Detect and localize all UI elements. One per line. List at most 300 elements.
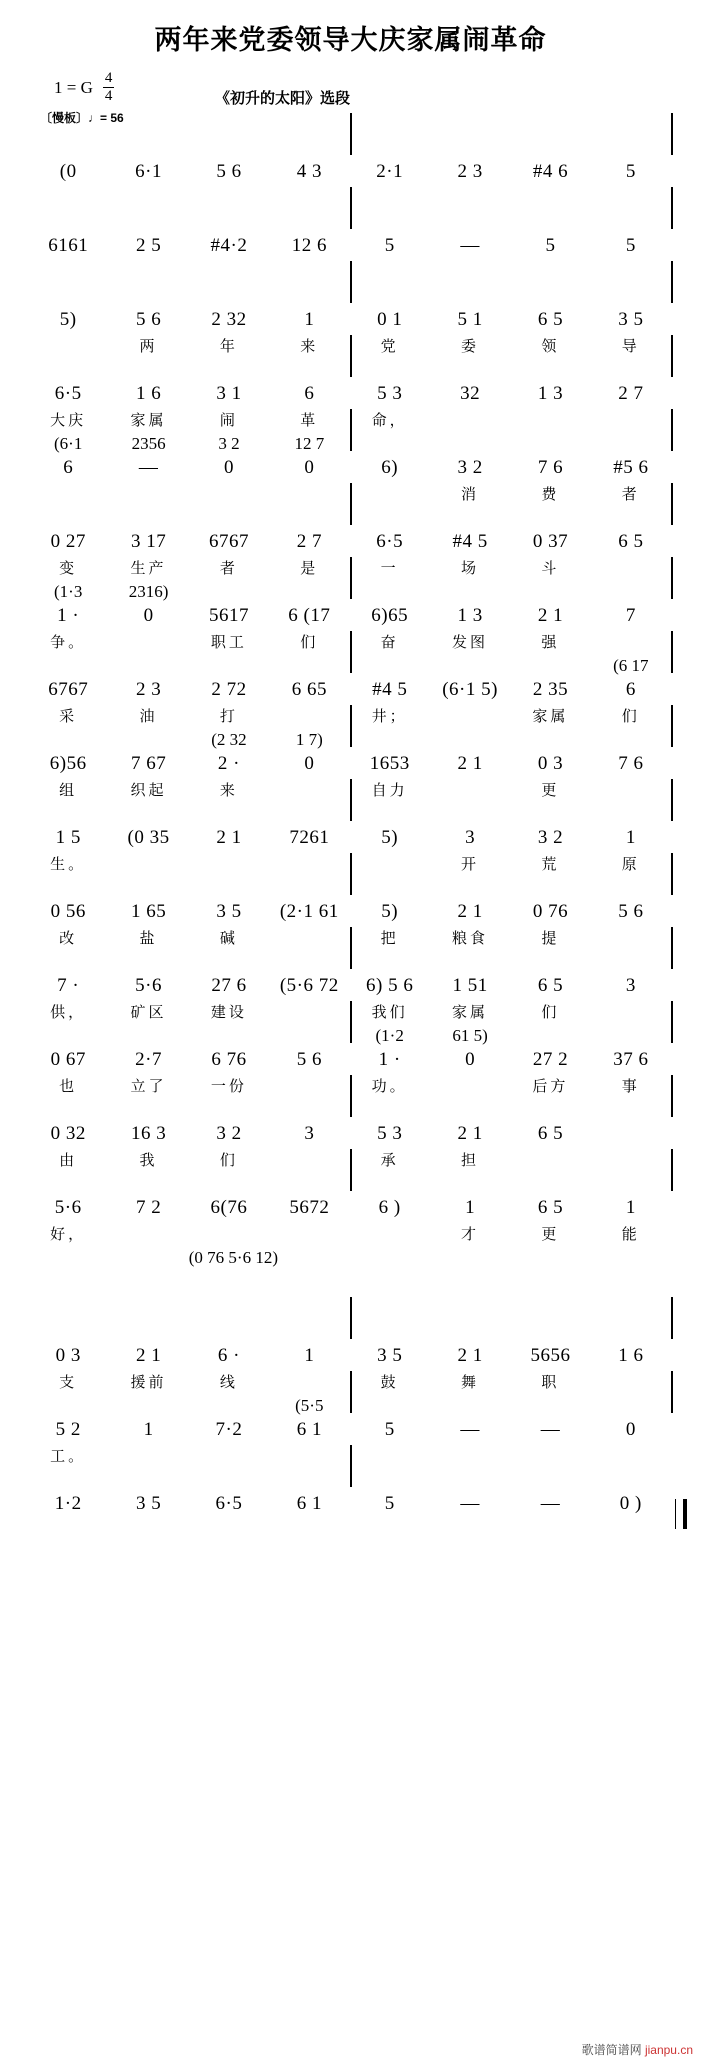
score-measure-cell <box>510 805 590 875</box>
ornament-notes <box>591 805 671 827</box>
score-measure-cell <box>108 1027 188 1097</box>
score-measure-cell <box>269 287 349 357</box>
score-measure-cell <box>108 509 188 579</box>
jianpu-notes: 0 76 <box>532 901 569 923</box>
jianpu-notes: 7261 <box>289 827 330 849</box>
score-measure-cell <box>350 1027 430 1097</box>
ornament-notes <box>591 1175 671 1197</box>
ornament-notes <box>108 805 188 827</box>
final-barline <box>675 1499 687 1529</box>
score-measure-cell <box>430 1101 510 1171</box>
score-measure-cell <box>28 805 108 875</box>
score-measure-cell <box>591 953 671 1023</box>
lyric-text <box>591 191 671 209</box>
score-measure-cell <box>28 731 108 801</box>
jianpu-notes: #4 6 <box>532 161 569 183</box>
lyric-text: 油 <box>139 708 158 725</box>
jianpu-notes: 6·5 <box>215 1493 243 1515</box>
jianpu-notes: 2 1 <box>135 1345 162 1367</box>
score-measure-cell <box>269 435 349 505</box>
ornament-notes <box>591 213 671 235</box>
jianpu-notes: #4 5 <box>452 531 488 553</box>
lyric-text <box>269 1375 349 1393</box>
lyric-text: 能 <box>621 1226 640 1243</box>
score-measure-cell <box>269 1175 349 1245</box>
ornament-notes <box>510 1101 590 1123</box>
lyric-text: 荒 <box>541 856 560 873</box>
jianpu-notes: 6 5 <box>618 531 644 553</box>
ornament-notes <box>350 731 430 753</box>
ornament-notes <box>430 953 510 975</box>
jianpu-notes: 1·2 <box>54 1493 82 1515</box>
score-measure-cell <box>591 435 671 505</box>
lyric-text: 粮食 <box>452 930 489 947</box>
key-signature <box>54 71 114 104</box>
lyric-text <box>269 783 349 801</box>
jianpu-notes: 5 6 <box>296 1049 322 1071</box>
lyric-text: 我们 <box>371 1004 408 1021</box>
lyric-text: 发图 <box>452 634 489 651</box>
score-measure-cell <box>28 657 108 727</box>
lyric-text: 盐 <box>139 930 158 947</box>
ornament-notes <box>28 139 108 161</box>
lyric-text <box>28 487 108 505</box>
score-measure-cell <box>350 583 430 653</box>
lyric-text <box>430 783 510 801</box>
lyric-text: 命， <box>371 412 408 429</box>
ornament-notes <box>510 213 590 235</box>
jianpu-notes: 5) <box>381 901 399 923</box>
lyric-text: 事 <box>621 1078 640 1095</box>
score-measure-cell <box>269 583 349 653</box>
lyric-text <box>269 1005 349 1023</box>
score-measure-cell <box>189 509 269 579</box>
ornament-notes <box>108 139 188 161</box>
ornament-notes <box>108 1249 188 1271</box>
jianpu-notes: 5 3 <box>377 1123 403 1145</box>
lyric-text: 由 <box>59 1152 78 1169</box>
score-measure-cell <box>350 1471 430 1541</box>
score-measure-cell <box>28 1471 108 1541</box>
lyric-text: 们 <box>541 1004 560 1021</box>
score-measure-cell <box>28 583 108 653</box>
ornament-notes <box>108 287 188 309</box>
lyric-text: 是 <box>300 560 319 577</box>
lyric-text <box>269 1449 349 1467</box>
ornament-notes <box>430 731 510 753</box>
score-measure-cell <box>510 731 590 801</box>
score-measure-cell <box>591 1249 671 1319</box>
lyric-text: 碱 <box>219 930 238 947</box>
jianpu-notes: 6(76 <box>210 1197 248 1219</box>
lyric-text <box>269 487 349 505</box>
jianpu-notes: 6 76 <box>211 1049 247 1071</box>
ornament-notes <box>591 953 671 975</box>
lyric-text: 们 <box>219 1152 238 1169</box>
score-measure-cell <box>189 435 269 505</box>
jianpu-notes: 1 <box>304 309 315 331</box>
score-measure-cell <box>510 879 590 949</box>
jianpu-notes: 0 1 <box>377 309 403 331</box>
ornament-notes <box>510 1175 590 1197</box>
jianpu-notes: 1 <box>625 827 636 849</box>
jianpu-notes: 7·2 <box>215 1419 243 1441</box>
ornament-notes <box>591 1249 671 1271</box>
site-domain: jianpu.cn <box>644 2043 693 2057</box>
score-measure-cell <box>108 1101 188 1171</box>
jianpu-notes: 3 17 <box>130 531 167 553</box>
ornament-notes <box>510 953 590 975</box>
score-line <box>12 1467 689 1541</box>
ornament-notes: 61 5) <box>452 1026 488 1046</box>
score-measure-cell <box>350 731 430 801</box>
jianpu-notes: 6 · <box>217 1345 240 1367</box>
score-measure-cell <box>510 435 590 505</box>
lyric-text <box>189 191 269 209</box>
ornament-notes: (6·1 <box>54 434 83 454</box>
jianpu-notes: 0 3 <box>55 1345 81 1367</box>
time-signature-denominator: 4 <box>104 88 113 104</box>
jianpu-notes: 3 <box>625 975 636 997</box>
score-measure-cell <box>591 1175 671 1245</box>
score-measure-cell <box>430 1249 510 1319</box>
score-measure-cell <box>430 1323 510 1393</box>
lyric-text: 好， <box>50 1226 87 1243</box>
ornament-notes <box>510 657 590 679</box>
lyric-text: 家属 <box>452 1004 489 1021</box>
lyric-text <box>510 1301 590 1319</box>
ornament-notes <box>269 1175 349 1197</box>
jianpu-notes: — <box>460 235 480 257</box>
lyric-text <box>269 931 349 949</box>
score-measure-cell <box>269 1249 349 1319</box>
score-measure-cell <box>28 287 108 357</box>
ornament-notes <box>269 805 349 827</box>
jianpu-notes: #4 5 <box>372 679 408 701</box>
lyric-text <box>350 1523 430 1541</box>
jianpu-notes: (0 35 <box>127 827 170 849</box>
lyric-text: 争。 <box>50 634 87 651</box>
jianpu-notes: 5 3 <box>377 383 403 405</box>
ornament-notes <box>430 657 510 679</box>
lyric-text <box>189 1523 269 1541</box>
jianpu-notes: 0 27 <box>50 531 86 553</box>
lyric-text: 变 <box>59 560 78 577</box>
lyric-text: 提 <box>541 930 560 947</box>
score-measure-cell <box>28 1397 108 1467</box>
jianpu-notes: 6 <box>304 383 315 405</box>
jianpu-notes: 6 ) <box>378 1197 401 1219</box>
lyric-text <box>591 783 671 801</box>
score-measure-cell <box>28 509 108 579</box>
jianpu-notes: — <box>460 1419 480 1441</box>
jianpu-notes: 3 1 <box>216 383 242 405</box>
jianpu-notes: 3 5 <box>618 309 644 331</box>
jianpu-notes: (6·1 5) <box>442 679 498 701</box>
lyric-text <box>430 265 510 283</box>
ornament-notes <box>591 287 671 309</box>
score-measure-cell <box>510 361 590 431</box>
score-measure-cell <box>510 139 590 209</box>
score-measure-cell <box>269 953 349 1023</box>
lyric-text <box>350 857 430 875</box>
lyric-text <box>591 931 671 949</box>
ornament-notes <box>269 1027 349 1049</box>
score-measure-cell <box>591 879 671 949</box>
jianpu-notes: 3 <box>304 1123 315 1145</box>
score-measure-cell <box>591 1471 671 1541</box>
score-line <box>12 1171 689 1245</box>
jianpu-notes: 0 <box>223 457 234 479</box>
ornament-notes <box>591 1397 671 1419</box>
score-measure-cell <box>189 1027 269 1097</box>
lyric-text: 功。 <box>371 1078 408 1095</box>
tempo-marking: 〔慢板〕♩= 56 <box>40 111 124 125</box>
score-measure-cell <box>269 509 349 579</box>
ornament-notes <box>350 1101 430 1123</box>
score-measure-cell <box>350 1101 430 1171</box>
score-measure-cell <box>510 1175 590 1245</box>
jianpu-notes: 6 1 <box>296 1493 322 1515</box>
score-measure-cell <box>108 139 188 209</box>
lyric-text <box>108 1449 188 1467</box>
jianpu-notes: 4 3 <box>296 161 322 183</box>
lyric-text <box>430 1079 510 1097</box>
score-measure-cell <box>430 361 510 431</box>
lyric-text: 奋 <box>380 634 399 651</box>
lyric-text <box>591 265 671 283</box>
lyric-text: 鼓 <box>380 1374 399 1391</box>
score-measure-cell <box>28 139 108 209</box>
score-measure-cell <box>189 1397 269 1467</box>
jianpu-notes: 7 2 <box>135 1197 162 1219</box>
lyric-text <box>269 709 349 727</box>
jianpu-notes: 2 3 <box>135 679 162 701</box>
lyric-text: 来 <box>219 782 238 799</box>
ornament-notes <box>189 953 269 975</box>
ornament-notes <box>269 583 349 605</box>
ornament-notes <box>269 1101 349 1123</box>
jianpu-notes: 1 <box>304 1345 315 1367</box>
lyric-text: 一份 <box>210 1078 247 1095</box>
jianpu-notes: 2·1 <box>376 161 404 183</box>
jianpu-notes: 0 3 <box>537 753 564 775</box>
ornament-notes <box>189 1471 269 1493</box>
score-measure-cell <box>108 953 188 1023</box>
ornament-notes <box>189 1175 269 1197</box>
lyric-text: 生产 <box>130 560 167 577</box>
site-name: 歌谱简谱网 <box>581 2043 642 2057</box>
ornament-notes <box>108 953 188 975</box>
jianpu-notes: 5 2 <box>55 1419 81 1441</box>
ornament-notes <box>189 1101 269 1123</box>
jianpu-notes: 1 <box>625 1197 636 1219</box>
jianpu-notes: 1 · <box>378 1049 401 1071</box>
score-measure-cell <box>510 1397 590 1467</box>
jianpu-notes: 32 <box>460 383 481 405</box>
ornament-notes <box>430 879 510 901</box>
jianpu-notes: 0 <box>304 753 315 775</box>
score-measure-cell <box>108 1323 188 1393</box>
score-measure-cell <box>28 1101 108 1171</box>
ornament-notes <box>269 1249 349 1271</box>
ornament-notes <box>189 139 269 161</box>
ornament-notes <box>591 731 671 753</box>
jianpu-notes: 1 6 <box>618 1345 644 1367</box>
ornament-notes <box>510 1397 590 1419</box>
jianpu-notes: 3 5 <box>135 1493 162 1515</box>
ornament-notes: (2 32 <box>211 730 247 750</box>
score-measure-cell <box>510 1471 590 1541</box>
jianpu-notes: 6767 <box>208 531 249 553</box>
jianpu-notes: 3 2 <box>216 1123 242 1145</box>
score-measure-cell <box>189 1471 269 1541</box>
lyric-text: 线 <box>219 1374 238 1391</box>
score-measure-cell <box>269 1323 349 1393</box>
score-measure-cell <box>350 435 430 505</box>
lyric-text <box>269 191 349 209</box>
jianpu-notes: 2 1 <box>457 1345 483 1367</box>
ornament-notes <box>28 657 108 679</box>
ornament-notes <box>108 213 188 235</box>
lyric-text: 建设 <box>210 1004 247 1021</box>
jianpu-notes: 2 1 <box>457 1123 483 1145</box>
ornament-notes <box>510 435 590 457</box>
jianpu-notes: 37 6 <box>613 1049 649 1071</box>
jianpu-notes: — <box>460 1493 480 1515</box>
ornament-notes <box>28 879 108 901</box>
jianpu-notes: 27 6 <box>211 975 247 997</box>
score-measure-cell <box>108 361 188 431</box>
score-measure-cell <box>350 287 430 357</box>
jianpu-notes: 1 65 <box>130 901 167 923</box>
score-measure-cell <box>430 435 510 505</box>
score-measure-cell <box>591 1027 671 1097</box>
ornament-notes <box>350 1323 430 1345</box>
score-measure-cell <box>269 1471 349 1541</box>
ornament-notes <box>28 1175 108 1197</box>
ornament-notes <box>430 1175 510 1197</box>
lyric-text: 一 <box>380 560 399 577</box>
jianpu-notes: #5 6 <box>613 457 649 479</box>
score-measure-cell <box>350 879 430 949</box>
jianpu-notes: 1 6 <box>135 383 162 405</box>
ornament-notes <box>189 583 269 605</box>
jianpu-notes: 6·5 <box>54 383 82 405</box>
jianpu-notes: 27 2 <box>532 1049 569 1071</box>
lyric-text: 生。 <box>50 856 87 873</box>
ornament-notes <box>510 1249 590 1271</box>
score-measure-cell <box>28 213 108 283</box>
lyric-text <box>189 1449 269 1467</box>
lyric-text: 委 <box>461 338 480 355</box>
jianpu-notes: — <box>540 1493 561 1515</box>
lyric-text: 年 <box>219 338 238 355</box>
score-measure-cell <box>510 1323 590 1393</box>
ornament-notes: (5·5 <box>295 1396 324 1416</box>
ornament-notes <box>28 509 108 531</box>
score-measure-cell <box>350 953 430 1023</box>
ornament-notes: (1·2 <box>375 1026 404 1046</box>
lyric-text <box>269 265 349 283</box>
score-measure-cell <box>28 1027 108 1097</box>
score-measure-cell <box>510 287 590 357</box>
score-measure-cell <box>350 657 430 727</box>
ornament-notes <box>510 731 590 753</box>
score-measure-cell <box>350 805 430 875</box>
ornament-notes <box>269 139 349 161</box>
ornament-notes <box>108 1101 188 1123</box>
ornament-notes <box>28 953 108 975</box>
ornament-notes <box>28 287 108 309</box>
jianpu-notes: 16 3 <box>130 1123 167 1145</box>
score-measure-cell <box>591 139 671 209</box>
jianpu-notes: 2 35 <box>532 679 569 701</box>
ornament-notes: (1·3 <box>54 582 83 602</box>
score-measure-cell <box>350 509 430 579</box>
ornament-notes <box>269 953 349 975</box>
lyric-text: 采 <box>59 708 78 725</box>
lyric-text <box>189 1227 269 1245</box>
score-measure-cell <box>591 657 671 727</box>
lyric-text: 大庆 <box>50 412 87 429</box>
lyric-text: 工。 <box>50 1448 87 1465</box>
ornament-notes: (0 76 5·6 12) <box>188 1248 278 1268</box>
lyric-text: 立了 <box>130 1078 167 1095</box>
jianpu-notes: 5 <box>625 161 636 183</box>
ornament-notes <box>108 657 188 679</box>
lyric-text <box>189 1301 269 1319</box>
jianpu-notes: 0 <box>304 457 315 479</box>
score-measure-cell <box>269 805 349 875</box>
lyric-text: 后方 <box>532 1078 569 1095</box>
jianpu-notes: 1 5 <box>55 827 81 849</box>
lyric-text <box>510 1153 590 1171</box>
ornament-notes <box>430 139 510 161</box>
jianpu-notes: 6)56 <box>49 753 87 775</box>
jianpu-notes: 0 <box>143 605 154 627</box>
score-measure-cell <box>430 213 510 283</box>
jianpu-notes: — <box>138 457 159 479</box>
jianpu-notes: 5 <box>384 1419 395 1441</box>
score-measure-cell <box>269 361 349 431</box>
score-measure-cell <box>189 657 269 727</box>
lyric-text <box>350 1449 430 1467</box>
jianpu-notes: 2 1 <box>457 901 483 923</box>
lyric-text: 组 <box>59 782 78 799</box>
score-measure-cell <box>108 1471 188 1541</box>
score-measure-cell <box>189 1175 269 1245</box>
jianpu-notes: 1 51 <box>452 975 488 997</box>
jianpu-notes: 5656 <box>530 1345 571 1367</box>
jianpu-notes: 6 1 <box>296 1419 322 1441</box>
lyric-text <box>108 487 188 505</box>
lyric-text: 舞 <box>461 1374 480 1391</box>
time-signature <box>103 71 115 104</box>
jianpu-notes: 5 6 <box>618 901 644 923</box>
jianpu-notes: 1 · <box>57 605 80 627</box>
lyric-text: 援前 <box>130 1374 167 1391</box>
score-measure-cell <box>510 657 590 727</box>
lyric-text <box>510 1523 590 1541</box>
ornament-notes <box>269 213 349 235</box>
ornament-notes <box>28 1249 108 1271</box>
ornament-notes <box>350 1249 430 1271</box>
jianpu-notes: 0 <box>625 1419 636 1441</box>
jianpu-notes: 2 · <box>217 753 240 775</box>
ornament-notes <box>430 287 510 309</box>
lyric-text <box>350 487 430 505</box>
